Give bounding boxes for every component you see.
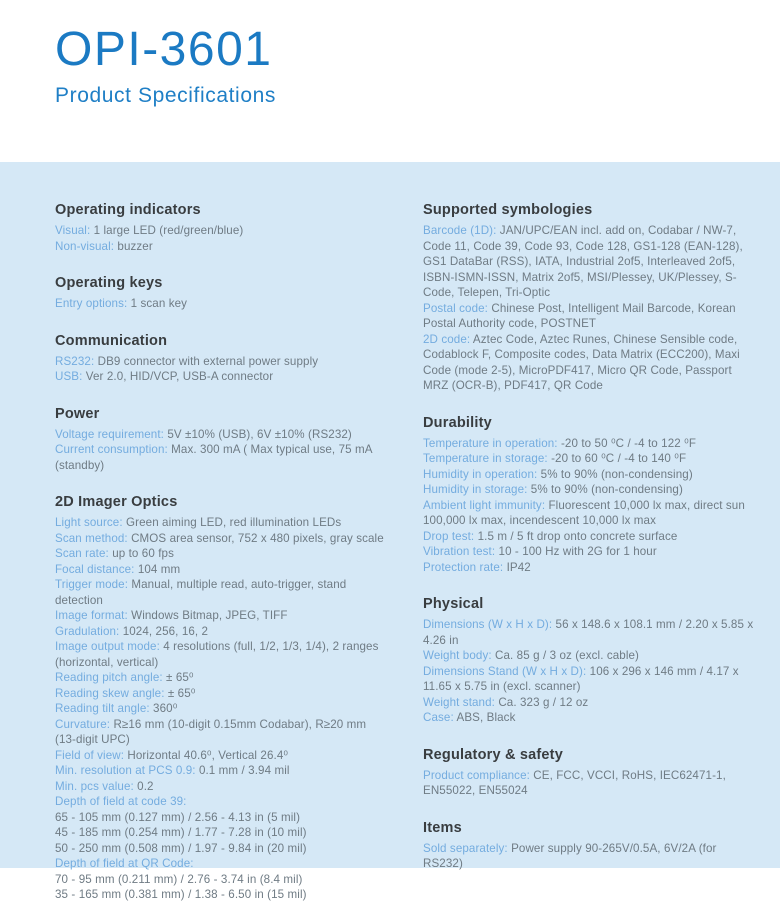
spec-label: RS232: — [55, 354, 95, 368]
spec-label: Temperature in operation: — [423, 436, 558, 450]
spec-label: Scan method: — [55, 531, 128, 545]
spec-label: Ambient light immunity: — [423, 498, 546, 512]
spec-value: ABS, Black — [456, 711, 516, 724]
spec-row — [423, 710, 755, 726]
spec-row — [423, 768, 755, 799]
spec-value: Windows Bitmap, JPEG, TIFF — [131, 609, 288, 622]
spec-value: ± 65⁰ — [166, 671, 194, 684]
page-subtitle: Product Specifications — [55, 84, 276, 107]
spec-row — [55, 515, 390, 531]
spec-value: 50 - 250 mm (0.508 mm) / 1.97 - 9.84 in (20 mil) — [55, 841, 307, 855]
spec-row — [55, 872, 390, 888]
spec-value: -20 to 60 ⁰C / -4 to 140 ⁰F — [551, 452, 687, 465]
spec-column-left — [55, 202, 390, 903]
spec-label: Reading skew angle: — [55, 686, 165, 700]
spec-label: Vibration test: — [423, 545, 496, 558]
spec-row — [55, 810, 390, 826]
spec-row — [55, 546, 390, 562]
spec-value: 5V ±10% (USB), 6V ±10% (RS232) — [167, 427, 352, 441]
spec-section — [55, 275, 390, 312]
spec-value: Ver 2.0, HID/VCP, USB-A connector — [85, 370, 274, 383]
spec-section — [423, 202, 755, 394]
spec-label: Current consumption: — [55, 443, 168, 456]
spec-row — [423, 467, 755, 483]
spec-value: 1 large LED (red/green/blue) — [93, 224, 244, 237]
spec-value: 4 resolutions (full, 1/2, 1/3, 1/4), 2 ranges (horizontal, vertical) — [55, 640, 379, 669]
spec-value: 10 - 100 Hz with 2G for 1 hour — [498, 545, 657, 558]
section-heading: Operating indicators — [55, 202, 201, 218]
spec-section — [423, 415, 755, 576]
section-heading: Communication — [55, 332, 168, 349]
spec-row — [423, 482, 755, 498]
spec-label: USB: — [55, 370, 83, 383]
spec-value: 104 mm — [137, 562, 181, 576]
spec-label: Image format: — [55, 609, 128, 622]
spec-label: Drop test: — [423, 529, 475, 543]
spec-row — [55, 717, 390, 748]
spec-label: Min. pcs value: — [55, 779, 134, 793]
spec-value: buzzer — [117, 239, 153, 253]
section-heading: Power — [55, 405, 100, 422]
spec-row — [55, 296, 390, 312]
spec-label: Dimensions Stand (W x H x D): — [423, 664, 587, 678]
spec-row — [423, 544, 755, 560]
spec-row — [55, 239, 390, 255]
spec-value: Horizontal 40.6⁰, Vertical 26.4⁰ — [127, 748, 289, 762]
spec-label: Product compliance: — [423, 768, 530, 782]
spec-row — [55, 825, 390, 841]
spec-label: Trigger mode: — [55, 578, 129, 591]
spec-row — [55, 763, 390, 779]
spec-value: CMOS area sensor, 752 x 480 pixels, gray scale — [131, 531, 384, 545]
page-header — [0, 0, 780, 162]
spec-label: 2D code: — [423, 332, 471, 346]
spec-label: Entry options: — [55, 297, 128, 310]
product-title: OPI-3601 — [55, 23, 273, 76]
spec-value: Chinese Post, Intelligent Mail Barcode, Korean Postal Authority code, POSTNET — [423, 301, 736, 330]
spec-label: Field of view: — [55, 748, 125, 762]
spec-section — [55, 202, 390, 254]
spec-row — [55, 779, 390, 795]
spec-row — [55, 748, 390, 764]
spec-section — [55, 494, 390, 903]
spec-value: 1024, 256, 16, 2 — [122, 624, 209, 638]
spec-row — [423, 560, 755, 576]
spec-value: 0.2 — [137, 779, 154, 793]
spec-value: 5% to 90% (non-condensing) — [540, 467, 693, 481]
spec-row — [55, 624, 390, 640]
spec-row — [55, 369, 390, 385]
spec-label: Image output mode: — [55, 640, 160, 653]
spec-section — [55, 406, 390, 474]
spec-label: Depth of field at QR Code: — [55, 857, 194, 870]
spec-value: Power supply 90-265V/0.5A, 6V/2A (for RS232) — [423, 841, 717, 870]
spec-row — [55, 427, 390, 443]
spec-label: Weight stand: — [423, 695, 495, 709]
spec-row — [423, 648, 755, 664]
spec-row — [423, 664, 755, 695]
spec-row — [423, 451, 755, 467]
spec-row — [55, 794, 390, 810]
spec-row — [423, 529, 755, 545]
spec-row — [55, 577, 390, 608]
spec-value: Ca. 85 g / 3 oz (excl. cable) — [495, 649, 640, 662]
spec-row — [423, 617, 755, 648]
section-heading: Items — [423, 819, 462, 836]
spec-value: 1 scan key — [130, 297, 188, 310]
spec-value: 0.1 mm / 3.94 mil — [198, 764, 290, 777]
spec-value: 70 - 95 mm (0.211 mm) / 2.76 - 3.74 in (8.4 mil) — [55, 872, 303, 886]
spec-value: up to 60 fps — [112, 547, 174, 560]
spec-row — [55, 701, 390, 717]
spec-column-right — [423, 202, 755, 903]
spec-row — [55, 639, 390, 670]
spec-label: Protection rate: — [423, 560, 504, 574]
spec-label: Depth of field at code 39: — [55, 795, 187, 808]
spec-row — [55, 887, 390, 903]
section-heading: Physical — [423, 596, 484, 612]
spec-label: Postal code: — [423, 301, 489, 315]
spec-row — [55, 841, 390, 857]
spec-label: Min. resolution at PCS 0.9: — [55, 764, 196, 777]
spec-value: Manual, multiple read, auto-trigger, stand detection — [55, 578, 347, 607]
spec-value: Fluorescent 10,000 lx max, direct sun 100,000 lx max, incendescent 10,000 lx max — [423, 498, 745, 527]
spec-label: Reading tilt angle: — [55, 702, 150, 715]
spec-value: 360⁰ — [153, 702, 178, 715]
spec-label: Weight body: — [423, 649, 492, 662]
spec-value: DB9 connector with external power supply — [97, 354, 319, 368]
spec-label: Voltage requirement: — [55, 427, 164, 441]
spec-label: Scan rate: — [55, 547, 109, 560]
spec-value: 106 x 296 x 146 mm / 4.17 x 11.65 x 5.75 in (excl. scanner) — [423, 664, 739, 693]
spec-label: Gradulation: — [55, 624, 120, 638]
spec-value: 65 - 105 mm (0.127 mm) / 2.56 - 4.13 in (5 mil) — [55, 810, 301, 824]
spec-value: -20 to 50 ⁰C / -4 to 122 ⁰F — [560, 436, 697, 450]
spec-row — [423, 436, 755, 452]
spec-row — [55, 531, 390, 547]
spec-label: Focal distance: — [55, 562, 135, 576]
spec-value: IP42 — [506, 560, 531, 574]
spec-label: Visual: — [55, 224, 91, 237]
spec-row — [423, 498, 755, 529]
spec-row — [55, 442, 390, 473]
spec-row — [423, 332, 755, 394]
spec-row — [55, 223, 390, 239]
spec-label: Dimensions (W x H x D): — [423, 618, 553, 631]
spec-value: Ca. 323 g / 12 oz — [498, 695, 589, 709]
spec-section — [423, 596, 755, 726]
spec-value: CE, FCC, VCCI, RoHS, IEC62471-1, EN55022, EN55024 — [423, 768, 726, 797]
section-heading: Durability — [423, 414, 492, 431]
section-heading: Operating keys — [55, 275, 163, 291]
section-heading: Supported symbologies — [423, 202, 593, 218]
spec-row — [423, 301, 755, 332]
section-heading: Regulatory & safety — [423, 746, 563, 763]
spec-value: 5% to 90% (non-condensing) — [530, 483, 683, 496]
spec-row — [55, 562, 390, 578]
spec-value: 45 - 185 mm (0.254 mm) / 1.77 - 7.28 in (10 mil) — [55, 826, 307, 839]
spec-columns — [55, 202, 755, 903]
spec-row — [55, 856, 390, 872]
spec-label: Sold separately: — [423, 841, 508, 855]
spec-row — [423, 695, 755, 711]
spec-label: Reading pitch angle: — [55, 671, 163, 684]
spec-section — [55, 333, 390, 385]
spec-row — [55, 608, 390, 624]
spec-row — [55, 686, 390, 702]
spec-label: Non-visual: — [55, 239, 115, 253]
spec-value: Max. 300 mA ( Max typical use, 75 mA (standby) — [55, 443, 372, 472]
spec-label: Humidity in storage: — [423, 483, 528, 496]
spec-row — [423, 841, 755, 872]
spec-label: Barcode (1D): — [423, 224, 497, 237]
spec-section — [423, 820, 755, 872]
spec-label: Case: — [423, 711, 454, 724]
spec-label: Temperature in storage: — [423, 452, 548, 465]
section-heading: 2D Imager Optics — [55, 494, 178, 510]
spec-label: Light source: — [55, 516, 123, 529]
spec-value: 35 - 165 mm (0.381 mm) / 1.38 - 6.50 in (15 mil) — [55, 888, 307, 901]
spec-label: Curvature: — [55, 717, 111, 731]
spec-row — [55, 670, 390, 686]
spec-value: Green aiming LED, red illumination LEDs — [126, 516, 342, 529]
spec-value: 1.5 m / 5 ft drop onto concrete surface — [477, 529, 678, 543]
spec-label: Humidity in operation: — [423, 467, 538, 481]
spec-row — [423, 223, 755, 301]
spec-row — [55, 354, 390, 370]
spec-value: JAN/UPC/EAN incl. add on, Codabar / NW-7, Code 11, Code 39, Code 93, Code 128, GS1-128 (EAN-128), GS1 DataBar (RSS), IATA, Industrial 2of5, Interleaved 2of5, ISBN-ISMN-ISSN, Matrix 2of5, MSI/Plessey, UK/Plessey, S-Code, Telepen, Tri-Optic — [423, 224, 743, 299]
spec-section — [423, 747, 755, 799]
spec-value: ± 65⁰ — [167, 686, 196, 700]
spec-value: Aztec Code, Aztec Runes, Chinese Sensible code, Codablock F, Composite codes, Data Matrix (ECC200), Maxi Code (mode 2-5), MicroPDF417, Micro QR Code, Passport MRZ (OCR-B), PDF417, QR Code — [423, 332, 740, 392]
spec-value: 56 x 148.6 x 108.1 mm / 2.20 x 5.85 x 4.26 in — [423, 618, 754, 647]
spec-value: R≥16 mm (10-digit 0.15mm Codabar), R≥20 mm (13-digit UPC) — [55, 717, 367, 746]
spec-sheet — [0, 162, 780, 901]
